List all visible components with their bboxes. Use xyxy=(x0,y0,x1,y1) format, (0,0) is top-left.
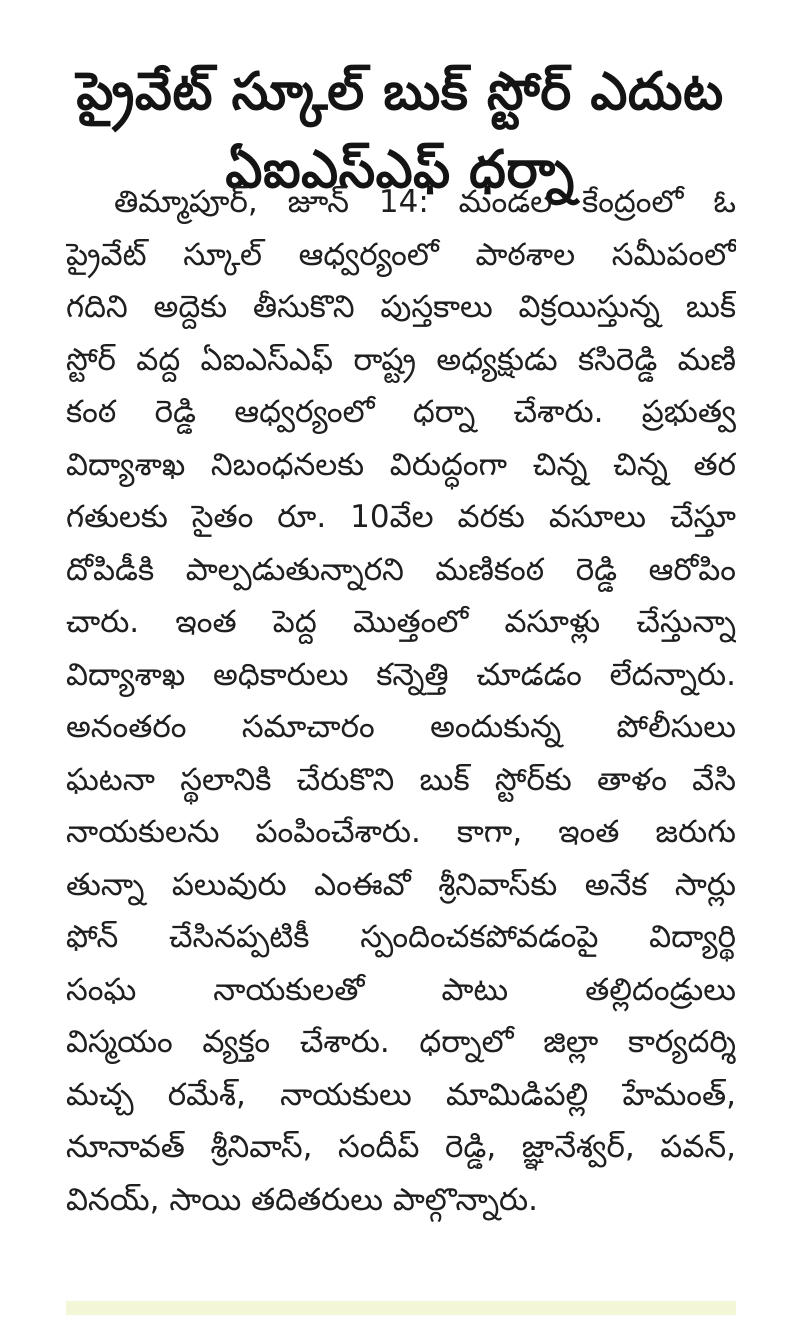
body-line: గదిని అద్దెకు తీసుకొని పుస్తకాలు విక్రయిస్తున్న బుక్ xyxy=(66,289,736,325)
body-line: విద్యాశాఖ నిబంధనలకు విరుద్ధంగా చిన్న చిన్న తర xyxy=(66,446,736,483)
article-body xyxy=(66,176,736,1226)
body-line: ఘటనా స్థలానికి చేరుకొని బుక్ స్టోర్‌కు తాళం వేసి xyxy=(66,761,736,798)
body-line: కంఠ రెడ్డి ఆధ్వర్యంలో ధర్నా చేశారు. ప్రభుత్వ xyxy=(66,394,736,430)
bottom-strip xyxy=(66,1301,736,1315)
body-line: నాయకులను పంపించేశారు. కాగా, ఇంత జరుగు xyxy=(66,814,736,850)
body-line: మచ్చ రమేశ్, నాయకులు మామిడిపల్లి హేమంత్, xyxy=(66,1076,736,1113)
body-line: స్టోర్ వద్ద ఏఐఎస్ఎఫ్ రాష్ట్ర అధ్యక్షుడు కసిరెడ్డి మణి xyxy=(66,341,736,378)
body-line: తున్నా పలువురు ఎంఈవో శ్రీనివాస్‌కు అనేక సార్లు xyxy=(66,866,736,903)
body-line: అనంతరం సమాచారం అందుకున్న పోలీసులు xyxy=(66,709,736,745)
body-line: వినయ్, సాయి తదితరులు పాల్గొన్నారు. xyxy=(66,1181,539,1218)
body-line: దోపిడీకి పాల్పడుతున్నారని మణికంఠ రెడ్డి ఆరోపిం xyxy=(66,551,736,588)
body-line: విస్మయం వ్యక్తం చేశారు. ధర్నాలో జిల్లా కార్యదర్శి xyxy=(66,1024,736,1060)
body-line: గతులకు సైతం రూ. 10వేల వరకు వసూలు చేస్తూ xyxy=(66,499,736,535)
headline-line-1: ప్రైవేట్ స్కూల్ బుక్ స్టోర్ ఎదుట xyxy=(76,61,724,122)
body-line: సంఘ నాయకులతో పాటు తల్లిదండ్రులు xyxy=(66,971,736,1008)
headline-line-2: ఏఐఎస్ఎఫ్ ధర్నా xyxy=(225,139,575,200)
body-line: విద్యాశాఖ అధికారులు కన్నెత్తి చూడడం లేదన్నారు. xyxy=(66,656,736,693)
body-line: నూనావత్ శ్రీనివాస్, సందీప్ రెడ్డి, జ్ఞానేశ్వర్, పవన్, xyxy=(66,1129,736,1165)
body-line: తిమ్మాపూర్, జూన్ 14: మండల కేంద్రంలో ఓ xyxy=(114,184,736,220)
body-line: ప్రైవేట్ స్కూల్ ఆధ్వర్యంలో పాఠశాల సమీపంలో xyxy=(66,236,736,273)
body-line: ఫోన్ చేసినప్పటికీ స్పందించకపోవడంపై విద్యార్థి xyxy=(66,919,736,955)
body-line: చారు. ఇంత పెద్ద మొత్తంలో వసూళ్లు చేస్తున్నా xyxy=(66,604,736,640)
